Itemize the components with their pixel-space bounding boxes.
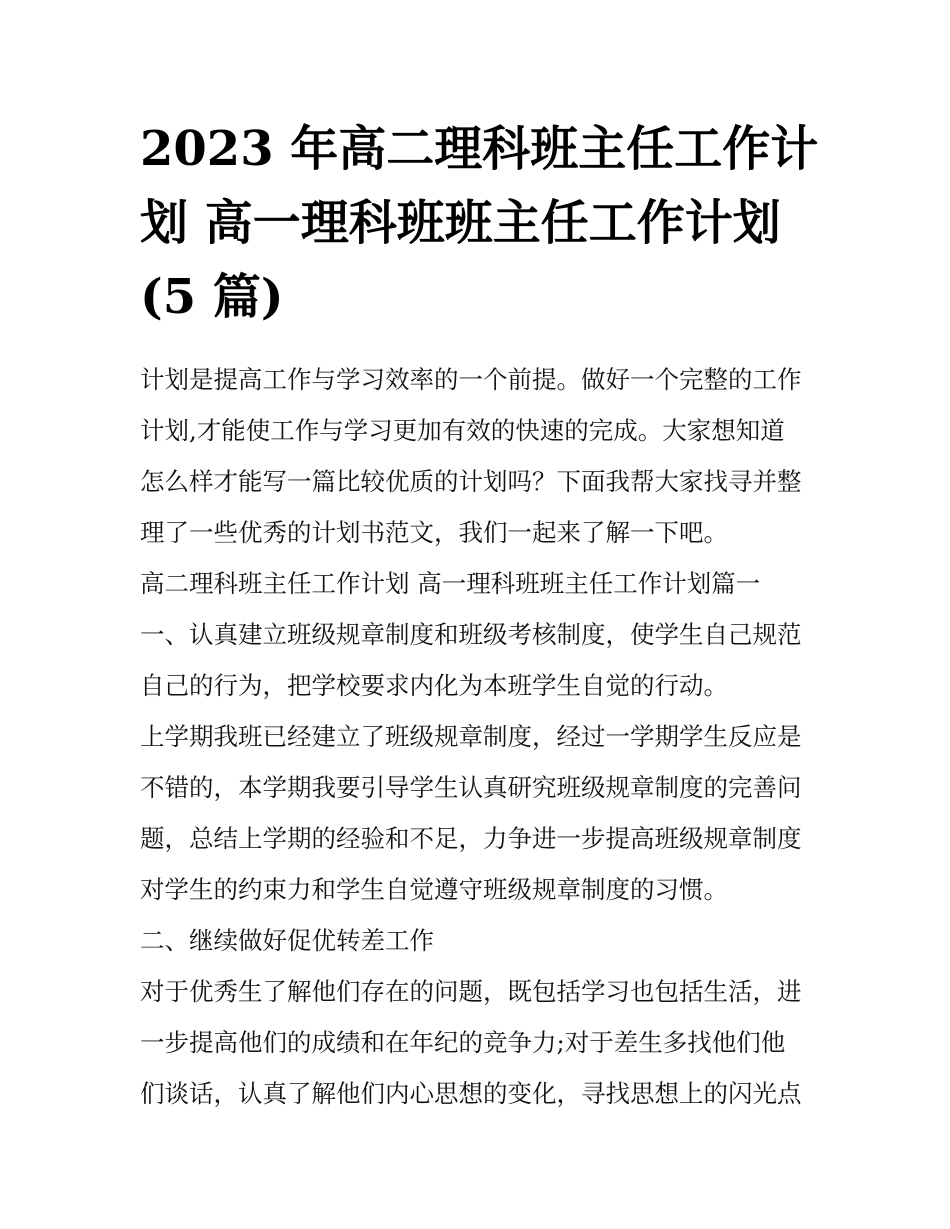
point-one-detail-paragraph bbox=[140, 711, 820, 915]
text-line: 怎么样才能写一篇比较优质的计划吗？下面我帮大家找寻并整 bbox=[140, 467, 802, 496]
intro-paragraph bbox=[140, 354, 820, 558]
document-body bbox=[140, 354, 820, 1119]
section-heading bbox=[140, 558, 820, 609]
title-line: 2023 年高二理科班主任工作计 bbox=[140, 121, 819, 177]
text-line: 二、继续做好促优转差工作 bbox=[140, 926, 434, 955]
text-line: 自己的行为，把学校要求内化为本班学生自觉的行动。 bbox=[140, 671, 728, 700]
point-two-heading bbox=[140, 915, 820, 966]
text-line: 对学生的约束力和学生自觉遵守班级规章制度的习惯。 bbox=[140, 875, 728, 904]
title-line: (5 篇) bbox=[140, 269, 284, 325]
text-line: 上学期我班已经建立了班级规章制度，经过一学期学生反应是 bbox=[140, 722, 802, 751]
text-line: 理了一些优秀的计划书范文，我们一起来了解一下吧。 bbox=[140, 518, 728, 547]
text-line: 对于优秀生了解他们存在的问题，既包括学习也包括生活，进 bbox=[140, 977, 802, 1006]
title-line: 划 高一理科班班主任工作计划 bbox=[140, 195, 781, 251]
text-line: 高二理科班主任工作计划 高一理科班班主任工作计划篇一 bbox=[140, 569, 761, 598]
text-line: 一步提高他们的成绩和在年纪的竞争力;对于差生多找他们他 bbox=[140, 1028, 786, 1057]
point-two-detail-paragraph bbox=[140, 966, 820, 1119]
text-line: 计划是提高工作与学习效率的一个前提。做好一个完整的工作 bbox=[140, 365, 802, 394]
point-one-paragraph bbox=[140, 609, 820, 711]
document-title bbox=[140, 112, 820, 334]
text-line: 一、认真建立班级规章制度和班级考核制度，使学生自己规范 bbox=[140, 620, 802, 649]
text-line: 计划,才能使工作与学习更加有效的快速的完成。大家想知道 bbox=[140, 416, 785, 445]
text-line: 题，总结上学期的经验和不足，力争进一步提高班级规章制度 bbox=[140, 824, 802, 853]
text-line: 们谈话，认真了解他们内心思想的变化，寻找思想上的闪光点 bbox=[140, 1079, 802, 1108]
text-line: 不错的，本学期我要引导学生认真研究班级规章制度的完善问 bbox=[140, 773, 802, 802]
